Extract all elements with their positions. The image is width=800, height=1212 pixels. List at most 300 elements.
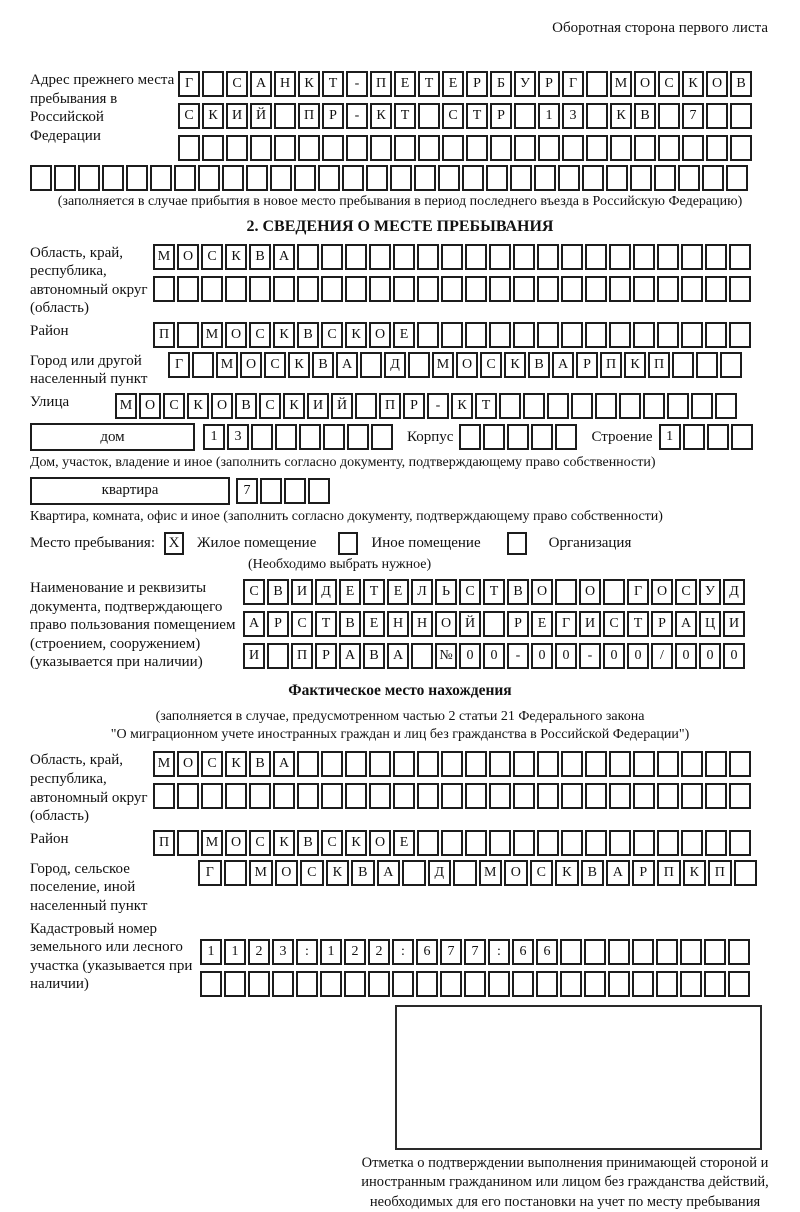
actual-location-caption-1: (заполняется в случае, предусмотренном частью 2 статьи 21 Федерального закона: [155, 709, 645, 725]
char-cell: [656, 939, 678, 965]
char-cell: [672, 352, 694, 378]
char-cell: [654, 165, 676, 191]
char-cell: Н: [387, 611, 409, 637]
char-cell: О: [177, 751, 199, 777]
char-cell: [30, 165, 52, 191]
char-cell: [586, 135, 608, 161]
char-cell: Т: [363, 579, 385, 605]
char-cell: 0: [699, 643, 721, 669]
char-cell: [595, 393, 617, 419]
char-cell: [734, 860, 758, 886]
char-cell: [177, 276, 199, 302]
char-cell: [347, 424, 369, 450]
char-cell: С: [178, 103, 200, 129]
actual-location-caption-2: "О миграционном учете иностранных граждан и лиц без гражданства в Российской Федерации"): [110, 727, 690, 743]
char-cell: Т: [475, 393, 497, 419]
char-cell: О: [531, 579, 553, 605]
char-cell: [643, 393, 665, 419]
char-cell: [658, 135, 680, 161]
char-cell: П: [708, 860, 732, 886]
char-cell: В: [312, 352, 334, 378]
char-cell: [633, 783, 655, 809]
char-cell: Д: [723, 579, 745, 605]
char-cell: 1: [320, 939, 342, 965]
char-cell: [681, 276, 703, 302]
char-cell: С: [530, 860, 554, 886]
char-cell: [369, 276, 391, 302]
char-cell: [630, 165, 652, 191]
char-cell: [465, 830, 487, 856]
char-cell: [537, 244, 559, 270]
char-cell: М: [115, 393, 137, 419]
char-cell: К: [345, 322, 367, 348]
actual-region-block: [30, 751, 770, 825]
cadastral-block: [30, 920, 770, 997]
char-cell: О: [240, 352, 262, 378]
char-cell: К: [555, 860, 579, 886]
char-cell: В: [634, 103, 656, 129]
actual-district-block: [30, 830, 770, 856]
char-cell: И: [579, 611, 601, 637]
char-cell: [656, 971, 678, 997]
char-cell: [730, 135, 752, 161]
char-cell: Т: [394, 103, 416, 129]
char-cell: [681, 244, 703, 270]
char-cell: К: [225, 751, 247, 777]
char-cell: 1: [203, 424, 225, 450]
char-cell: 0: [603, 643, 625, 669]
char-cell: 0: [483, 643, 505, 669]
char-cell: [260, 478, 282, 504]
char-cell: [555, 579, 577, 605]
char-cell: [441, 830, 463, 856]
char-cell: [417, 322, 439, 348]
char-cell: С: [163, 393, 185, 419]
char-cell: О: [651, 579, 673, 605]
char-cell: Л: [411, 579, 433, 605]
char-cell: [225, 276, 247, 302]
char-cell: М: [201, 322, 223, 348]
char-cell: [561, 276, 583, 302]
char-cell: Р: [538, 71, 560, 97]
char-cell: [177, 830, 199, 856]
char-cell: [465, 751, 487, 777]
char-cell: [371, 424, 393, 450]
char-cell: [442, 135, 464, 161]
char-cell: К: [326, 860, 350, 886]
char-cell: В: [730, 71, 752, 97]
korpus-grid: [459, 424, 577, 450]
char-cell: [555, 424, 577, 450]
char-cell: [705, 322, 727, 348]
char-cell: Р: [576, 352, 598, 378]
char-cell: [126, 165, 148, 191]
char-cell: [720, 352, 742, 378]
char-cell: [489, 751, 511, 777]
char-cell: П: [153, 830, 175, 856]
char-cell: [634, 135, 656, 161]
char-cell: [609, 751, 631, 777]
confirmation-stamp-caption: Отметка о подтверждении выполнения принимающей стороной и иностранным гражданином или лицом без гражданства действий, необходимых для его постановки на учет по месту пребывания: [361, 1154, 769, 1210]
char-cell: [465, 783, 487, 809]
char-cell: К: [345, 830, 367, 856]
region-grid-row-2: [153, 276, 751, 302]
char-cell: 0: [555, 643, 577, 669]
char-cell: Р: [632, 860, 656, 886]
char-cell: В: [267, 579, 289, 605]
city-label: Город или другой населенный пункт: [30, 352, 148, 388]
char-cell: [368, 971, 390, 997]
char-cell: [702, 165, 724, 191]
char-cell: [273, 276, 295, 302]
apartment-grid: [236, 478, 330, 504]
char-cell: [691, 393, 713, 419]
char-cell: Ц: [699, 611, 721, 637]
char-cell: Й: [459, 611, 481, 637]
char-cell: К: [273, 322, 295, 348]
char-cell: С: [442, 103, 464, 129]
char-cell: Р: [403, 393, 425, 419]
char-cell: [459, 424, 481, 450]
char-cell: [728, 971, 750, 997]
prev-address-grid-row-3: [178, 135, 752, 161]
char-cell: [346, 135, 368, 161]
char-cell: [273, 783, 295, 809]
char-cell: П: [153, 322, 175, 348]
char-cell: [177, 783, 199, 809]
char-cell: [510, 165, 532, 191]
char-cell: [513, 751, 535, 777]
char-cell: [585, 751, 607, 777]
region-label: Область, край, республика, автономный округ (область): [30, 244, 148, 317]
char-cell: -: [346, 71, 368, 97]
char-cell: К: [202, 103, 224, 129]
prev-address-label: Адрес прежнего места пребывания в Российской Федерации: [30, 72, 175, 144]
char-cell: [606, 165, 628, 191]
char-cell: Г: [168, 352, 190, 378]
char-cell: [321, 244, 343, 270]
char-cell: [177, 322, 199, 348]
char-cell: Р: [466, 71, 488, 97]
char-cell: [441, 276, 463, 302]
option-other-premises-label: Иное помещение: [371, 535, 481, 552]
char-cell: [603, 579, 625, 605]
char-cell: [297, 276, 319, 302]
char-cell: [705, 751, 727, 777]
char-cell: [390, 165, 412, 191]
char-cell: О: [177, 244, 199, 270]
street-grid-row: [115, 393, 737, 419]
char-cell: [318, 165, 340, 191]
char-cell: [249, 783, 271, 809]
char-cell: [54, 165, 76, 191]
char-cell: [320, 971, 342, 997]
char-cell: [153, 276, 175, 302]
char-cell: [585, 322, 607, 348]
char-cell: [417, 276, 439, 302]
char-cell: Г: [627, 579, 649, 605]
char-cell: [728, 939, 750, 965]
checkbox-other-premises: [338, 532, 358, 555]
char-cell: [657, 751, 679, 777]
char-cell: [274, 135, 296, 161]
char-cell: [416, 971, 438, 997]
char-cell: [678, 165, 700, 191]
char-cell: [683, 424, 705, 450]
char-cell: [619, 393, 641, 419]
char-cell: [537, 322, 559, 348]
char-cell: [441, 783, 463, 809]
prev-address-grid-row-1: [178, 71, 752, 97]
char-cell: У: [514, 71, 536, 97]
char-cell: О: [456, 352, 478, 378]
char-cell: С: [249, 322, 271, 348]
char-cell: [366, 165, 388, 191]
char-cell: Г: [178, 71, 200, 97]
char-cell: К: [610, 103, 632, 129]
char-cell: [369, 244, 391, 270]
char-cell: [344, 971, 366, 997]
char-cell: [658, 103, 680, 129]
char-cell: В: [235, 393, 257, 419]
char-cell: 0: [459, 643, 481, 669]
char-cell: Н: [411, 611, 433, 637]
char-cell: И: [723, 611, 745, 637]
char-cell: [705, 830, 727, 856]
char-cell: Е: [531, 611, 553, 637]
char-cell: 6: [536, 939, 558, 965]
char-cell: [393, 783, 415, 809]
stroenie-grid: [659, 424, 753, 450]
prev-address-caption: (заполняется в случае прибытия в новое место пребывания в период последнего въезда в Российскую Федерацию): [57, 194, 743, 209]
document-label: Наименование и реквизиты документа, подтверждающего право пользования помещением (строением, сооружением) (указывается при наличии): [30, 580, 236, 671]
section2-title: 2. СВЕДЕНИЯ О МЕСТЕ ПРЕБЫВАНИЯ: [246, 217, 554, 235]
street-label: Улица: [30, 394, 70, 411]
char-cell: [561, 783, 583, 809]
char-cell: [489, 276, 511, 302]
char-cell: [682, 135, 704, 161]
char-cell: [562, 135, 584, 161]
char-cell: [322, 135, 344, 161]
char-cell: -: [507, 643, 529, 669]
char-cell: [483, 424, 505, 450]
stroenie-label: Строение: [591, 428, 653, 445]
char-cell: [249, 276, 271, 302]
char-cell: :: [392, 939, 414, 965]
char-cell: [102, 165, 124, 191]
city-block: [30, 352, 770, 389]
char-cell: В: [249, 751, 271, 777]
char-cell: [393, 751, 415, 777]
char-cell: №: [435, 643, 457, 669]
char-cell: [729, 751, 751, 777]
char-cell: В: [297, 830, 319, 856]
char-cell: [633, 751, 655, 777]
char-cell: С: [658, 71, 680, 97]
char-cell: [705, 244, 727, 270]
char-cell: М: [610, 71, 632, 97]
char-cell: [537, 830, 559, 856]
char-cell: [585, 830, 607, 856]
char-cell: [537, 783, 559, 809]
char-cell: [706, 135, 728, 161]
char-cell: [561, 322, 583, 348]
char-cell: [294, 165, 316, 191]
char-cell: 1: [659, 424, 681, 450]
char-cell: В: [297, 322, 319, 348]
char-cell: С: [300, 860, 324, 886]
checkbox-residential: X: [164, 532, 184, 555]
char-cell: К: [504, 352, 526, 378]
char-cell: [705, 276, 727, 302]
char-cell: [490, 135, 512, 161]
char-cell: С: [480, 352, 502, 378]
char-cell: П: [291, 643, 313, 669]
house-caption: Дом, участок, владение и иное (заполнить согласно документу, подтверждающему право собственности): [30, 455, 656, 471]
char-cell: [657, 783, 679, 809]
char-cell: С: [321, 322, 343, 348]
char-cell: -: [579, 643, 601, 669]
char-cell: Е: [442, 71, 464, 97]
char-cell: [657, 322, 679, 348]
apartment-row: [30, 477, 770, 505]
char-cell: [633, 244, 655, 270]
char-cell: [246, 165, 268, 191]
char-cell: [178, 135, 200, 161]
char-cell: [489, 830, 511, 856]
char-cell: М: [216, 352, 238, 378]
char-cell: В: [339, 611, 361, 637]
actual-city-block: [30, 860, 770, 916]
house-label-box: дом: [30, 423, 195, 451]
char-cell: А: [339, 643, 361, 669]
char-cell: [633, 322, 655, 348]
char-cell: [537, 751, 559, 777]
char-cell: [657, 276, 679, 302]
char-cell: П: [648, 352, 670, 378]
char-cell: [531, 424, 553, 450]
char-cell: 6: [512, 939, 534, 965]
char-cell: [696, 352, 718, 378]
char-cell: [726, 165, 748, 191]
char-cell: [514, 135, 536, 161]
char-cell: [441, 244, 463, 270]
char-cell: О: [504, 860, 528, 886]
char-cell: [729, 830, 751, 856]
char-cell: [296, 971, 318, 997]
char-cell: 1: [200, 939, 222, 965]
document-grid-row-2: [243, 611, 745, 637]
char-cell: [465, 244, 487, 270]
char-cell: [321, 751, 343, 777]
char-cell: Д: [384, 352, 406, 378]
char-cell: [345, 783, 367, 809]
char-cell: О: [369, 322, 391, 348]
region-block: [30, 244, 770, 318]
char-cell: [730, 103, 752, 129]
char-cell: [488, 971, 510, 997]
char-cell: [633, 276, 655, 302]
char-cell: Р: [490, 103, 512, 129]
char-cell: [150, 165, 172, 191]
apartment-label-box: квартира: [30, 477, 230, 505]
char-cell: [225, 783, 247, 809]
char-cell: С: [226, 71, 248, 97]
char-cell: [585, 783, 607, 809]
char-cell: К: [298, 71, 320, 97]
char-cell: С: [201, 751, 223, 777]
char-cell: С: [201, 244, 223, 270]
char-cell: О: [225, 322, 247, 348]
char-cell: [369, 751, 391, 777]
char-cell: [345, 751, 367, 777]
char-cell: [499, 393, 521, 419]
char-cell: 7: [682, 103, 704, 129]
char-cell: [370, 135, 392, 161]
char-cell: [201, 783, 223, 809]
cadastral-grid-row-2: [200, 971, 750, 997]
char-cell: [417, 244, 439, 270]
char-cell: 2: [368, 939, 390, 965]
document-grid-row-3: [243, 643, 745, 669]
char-cell: П: [657, 860, 681, 886]
char-cell: О: [706, 71, 728, 97]
char-cell: А: [606, 860, 630, 886]
prev-address-grid-row-4: [30, 165, 770, 191]
char-cell: Д: [428, 860, 452, 886]
char-cell: О: [435, 611, 457, 637]
char-cell: [297, 783, 319, 809]
char-cell: И: [226, 103, 248, 129]
char-cell: [198, 165, 220, 191]
char-cell: С: [243, 579, 265, 605]
char-cell: [441, 322, 463, 348]
char-cell: В: [363, 643, 385, 669]
char-cell: Р: [267, 611, 289, 637]
char-cell: [369, 783, 391, 809]
char-cell: 3: [227, 424, 249, 450]
char-cell: [202, 135, 224, 161]
checkbox-organization: [507, 532, 527, 555]
char-cell: Т: [483, 579, 505, 605]
char-cell: А: [250, 71, 272, 97]
char-cell: О: [579, 579, 601, 605]
char-cell: К: [288, 352, 310, 378]
char-cell: [462, 165, 484, 191]
char-cell: В: [507, 579, 529, 605]
char-cell: О: [369, 830, 391, 856]
char-cell: [202, 71, 224, 97]
char-cell: [534, 165, 556, 191]
actual-location-title: Фактическое место нахождения: [288, 682, 512, 700]
document-block: [30, 579, 770, 672]
char-cell: [561, 751, 583, 777]
cadastral-label: Кадастровый номер земельного или лесного участка (указывается при наличии): [30, 920, 193, 993]
char-cell: [667, 393, 689, 419]
char-cell: Д: [315, 579, 337, 605]
char-cell: 7: [236, 478, 258, 504]
actual-region-grid-row-2: [153, 783, 751, 809]
char-cell: [681, 830, 703, 856]
char-cell: 0: [531, 643, 553, 669]
char-cell: Е: [393, 830, 415, 856]
char-cell: 0: [723, 643, 745, 669]
char-cell: [489, 244, 511, 270]
char-cell: [585, 276, 607, 302]
char-cell: 7: [464, 939, 486, 965]
char-cell: О: [275, 860, 299, 886]
char-cell: Р: [322, 103, 344, 129]
